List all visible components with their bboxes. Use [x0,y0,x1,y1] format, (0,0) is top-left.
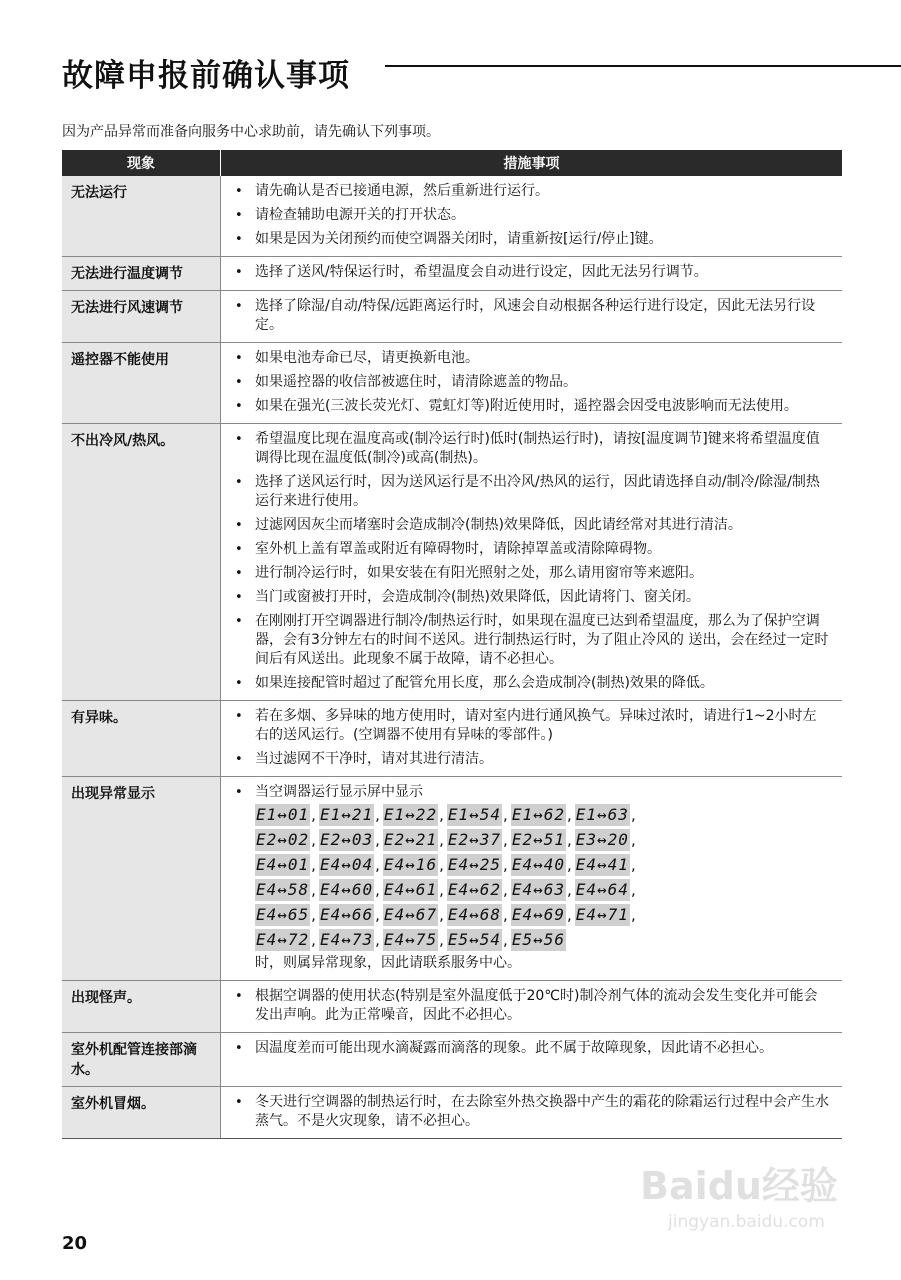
code-separator: , [375,856,380,874]
measures-cell [221,291,843,343]
code-separator: , [630,856,636,874]
code-separator: , [503,906,508,924]
measure-item: • 过滤网因灰尘而堵塞时会造成制冷(制热)效果降低，因此请经常对其进行清洁。 [231,516,830,535]
measures-cell [221,257,843,291]
error-code-list [255,804,830,953]
measures-list [231,349,830,416]
table-row [62,777,842,981]
code-separator: , [566,881,572,899]
error-code: E4↔04 [319,855,374,874]
measure-item: • 当空调器运行显示屏中显示 [231,783,830,802]
table-row [62,257,842,291]
measure-item: • 当过滤网不干净时，请对其进行清洁。 [231,750,830,769]
measures-list [231,430,830,693]
error-code-row [255,829,830,853]
measure-item: • 如果电池寿命已尽，请更换新电池。 [231,349,830,368]
error-code: E4↔65 [256,905,310,924]
error-code: E1↔62 [511,805,565,824]
code-separator: , [503,881,508,899]
measure-item: • 当门或窗被打开时，会造成制冷(制热)效果降低，因此请将门、窗关闭。 [231,588,830,607]
error-code: E4↔58 [256,880,310,899]
symptom-cell: 无法进行温度调节 [62,257,221,291]
code-separator: , [311,856,316,874]
table-row [62,424,842,701]
measure-item: • 选择了除湿/自动/特保/远距离运行时，风速会自动根据各种运行进行设定，因此无法另行设定。 [231,297,830,335]
error-code: E4↔40 [511,855,565,874]
watermark-brand: Baidu经验 [640,1164,838,1208]
measure-item: • 请先确认是否已接通电源，然后重新进行运行。 [231,182,830,201]
code-separator: , [439,806,444,824]
measure-item: • 根据空调器的使用状态(特别是室外温度低于20℃时)制冷剂气体的流动会发生变化并可能会发出声响。此为正常噪音，因此不必担心。 [231,987,830,1025]
code-separator: , [311,881,316,899]
error-code: E1↔63 [575,805,629,824]
error-code: E4↔62 [447,880,502,899]
error-code: E4↔73 [319,930,374,949]
code-separator: , [566,906,572,924]
title-rule [385,65,901,67]
error-code-note: 时，则属异常现象，因此请联系服务中心。 [255,955,521,971]
measures-list [231,297,830,335]
table-row [62,1033,842,1087]
code-separator: , [503,931,508,949]
page-title: 故障申报前确认事项 [62,58,350,94]
measure-item: • 如果是因为关闭预约而使空调器关闭时，请重新按[运行/停止]键。 [231,230,830,249]
code-separator: , [439,881,444,899]
code-separator: , [375,881,380,899]
measure-item: • 室外机上盖有罩盖或附近有障碍物时，请除掉罩盖或清除障碍物。 [231,540,830,559]
error-code-row [255,929,830,953]
error-code: E1↔54 [447,805,502,824]
code-separator: , [503,831,508,849]
header-measures: 措施事项 [221,150,843,176]
measure-item: • 因温度差而可能出现水滴凝露而滴落的现象。此不属于故障现象，因此请不必担心。 [231,1039,830,1058]
measure-item: • 希望温度比现在温度高或(制冷运行时)低时(制热运行时)，请按[温度调节]键来将希望温度值调得比现在温度低(制冷)或高(制热)。 [231,430,830,468]
measure-item: • 如果遥控器的收信部被遮住时，请清除遮盖的物品。 [231,373,830,392]
error-code: E2↔37 [447,830,502,849]
error-code: E2↔03 [319,830,374,849]
symptom-cell: 无法进行风速调节 [62,291,221,343]
code-separator: , [375,806,380,824]
measure-item: • 选择了送风/特保运行时，希望温度会自动进行设定，因此无法另行调节。 [231,263,830,282]
error-code-row [255,904,830,928]
error-code: E4↔69 [511,905,565,924]
error-code: E4↔41 [575,855,629,874]
code-separator: , [566,856,572,874]
symptom-cell: 遥控器不能使用 [62,343,221,424]
code-separator: , [439,906,444,924]
measure-item: • 选择了送风运行时，因为送风运行是不出冷风/热风的运行，因此请选择自动/制冷/除湿/制热运行来进行使用。 [231,473,830,511]
error-code: E4↔71 [575,905,629,924]
error-code-row [255,804,830,828]
code-separator: , [630,806,636,824]
symptom-cell: 出现怪声。 [62,981,221,1033]
code-separator: , [311,806,316,824]
table-row [62,981,842,1033]
error-code: E2↔21 [383,830,438,849]
code-separator: , [630,906,636,924]
watermark-logo [638,1155,868,1235]
measures-list [231,263,830,282]
measures-list [231,987,830,1025]
code-separator: , [439,931,444,949]
measures-list [231,707,830,769]
table-body [62,176,842,1139]
code-separator: , [566,831,572,849]
symptom-cell: 不出冷风/热风。 [62,424,221,701]
measures-cell [221,1087,843,1139]
measures-cell [221,777,843,981]
symptom-cell: 出现异常显示 [62,777,221,981]
error-code: E4↔61 [383,880,438,899]
error-code-row [255,854,830,878]
error-code: E2↔02 [256,830,310,849]
error-code: E1↔01 [256,805,310,824]
measure-item: • 冬天进行空调器的制热运行时，在去除室外热交换器中产生的霜花的除霜运行过程中会产生水蒸气。不是火灾现象，请不必担心。 [231,1093,830,1131]
symptom-cell: 室外机冒烟。 [62,1087,221,1139]
error-code: E4↔66 [319,905,374,924]
measures-list [231,783,830,802]
table-row [62,343,842,424]
error-code: E3↔20 [575,830,629,849]
table-row [62,176,842,257]
error-code: E1↔22 [383,805,438,824]
measures-list [231,182,830,249]
table-row [62,291,842,343]
code-separator: , [439,856,444,874]
error-code: E4↔72 [256,930,310,949]
troubleshooting-table [62,150,842,1139]
error-code: E4↔01 [256,855,310,874]
error-code: E1↔21 [319,805,374,824]
measure-item: • 请检查辅助电源开关的打开状态。 [231,206,830,225]
code-separator: , [375,831,380,849]
code-separator: , [311,931,316,949]
symptom-cell: 无法运行 [62,176,221,257]
measures-list [231,1093,830,1131]
measures-cell [221,343,843,424]
error-code: E5↔56 [511,930,565,949]
measure-item: • 如果连接配管时超过了配管允用长度，那么会造成制冷(制热)效果的降低。 [231,674,830,693]
measures-cell [221,1033,843,1087]
measure-item: • 在刚刚打开空调器进行制冷/制热运行时，如果现在温度已达到希望温度，那么为了保护空调器，会有3分钟左右的时间不送风。进行制热运行时，为了阻止冷风的 送出，会在经过一定时间后有风送出。此现象不属于故障，请不必担心。 [231,612,830,669]
code-separator: , [375,931,380,949]
measures-list [231,1039,830,1058]
code-separator: , [503,806,508,824]
table-row [62,1087,842,1139]
measure-item: • 如果在强光(三波长荧光灯、霓虹灯等)附近使用时，遥控器会因受电波影响而无法使用。 [231,397,830,416]
error-code: E5↔54 [447,930,502,949]
symptom-cell: 有异味。 [62,701,221,777]
code-separator: , [311,831,316,849]
header-symptom: 现象 [62,150,221,176]
code-separator: , [566,806,572,824]
error-code: E4↔64 [575,880,629,899]
intro-text: 因为产品异常而准备向服务中心求助前，请先确认下列事项。 [62,124,440,140]
error-code: E4↔75 [383,930,438,949]
code-separator: , [311,906,316,924]
error-code: E4↔63 [511,880,565,899]
table-header-row [62,150,842,176]
code-separator: , [375,906,380,924]
code-separator: , [503,856,508,874]
error-code: E4↔16 [383,855,438,874]
code-separator: , [439,831,444,849]
error-code: E4↔60 [319,880,374,899]
code-separator: , [630,881,636,899]
measure-item: • 进行制冷运行时，如果安装在有阳光照射之处，那么请用窗帘等来遮阳。 [231,564,830,583]
table-row [62,701,842,777]
page-number: 20 [62,1233,88,1254]
error-code-row [255,879,830,903]
error-code: E4↔68 [447,905,502,924]
measure-item: • 若在多烟、多异味的地方使用时，请对室内进行通风换气。异味过浓时，请进行1~2小时左右的送风运行。(空调器不使用有异味的零部件。) [231,707,830,745]
code-separator: , [630,831,636,849]
measures-cell [221,424,843,701]
measures-cell [221,176,843,257]
error-code: E4↔25 [447,855,502,874]
measures-cell [221,981,843,1033]
watermark-url: jingyan.baidu.com [668,1212,825,1232]
symptom-cell: 室外机配管连接部滴水。 [62,1033,221,1087]
measures-cell [221,701,843,777]
error-code: E2↔51 [511,830,565,849]
error-code: E4↔67 [383,905,438,924]
